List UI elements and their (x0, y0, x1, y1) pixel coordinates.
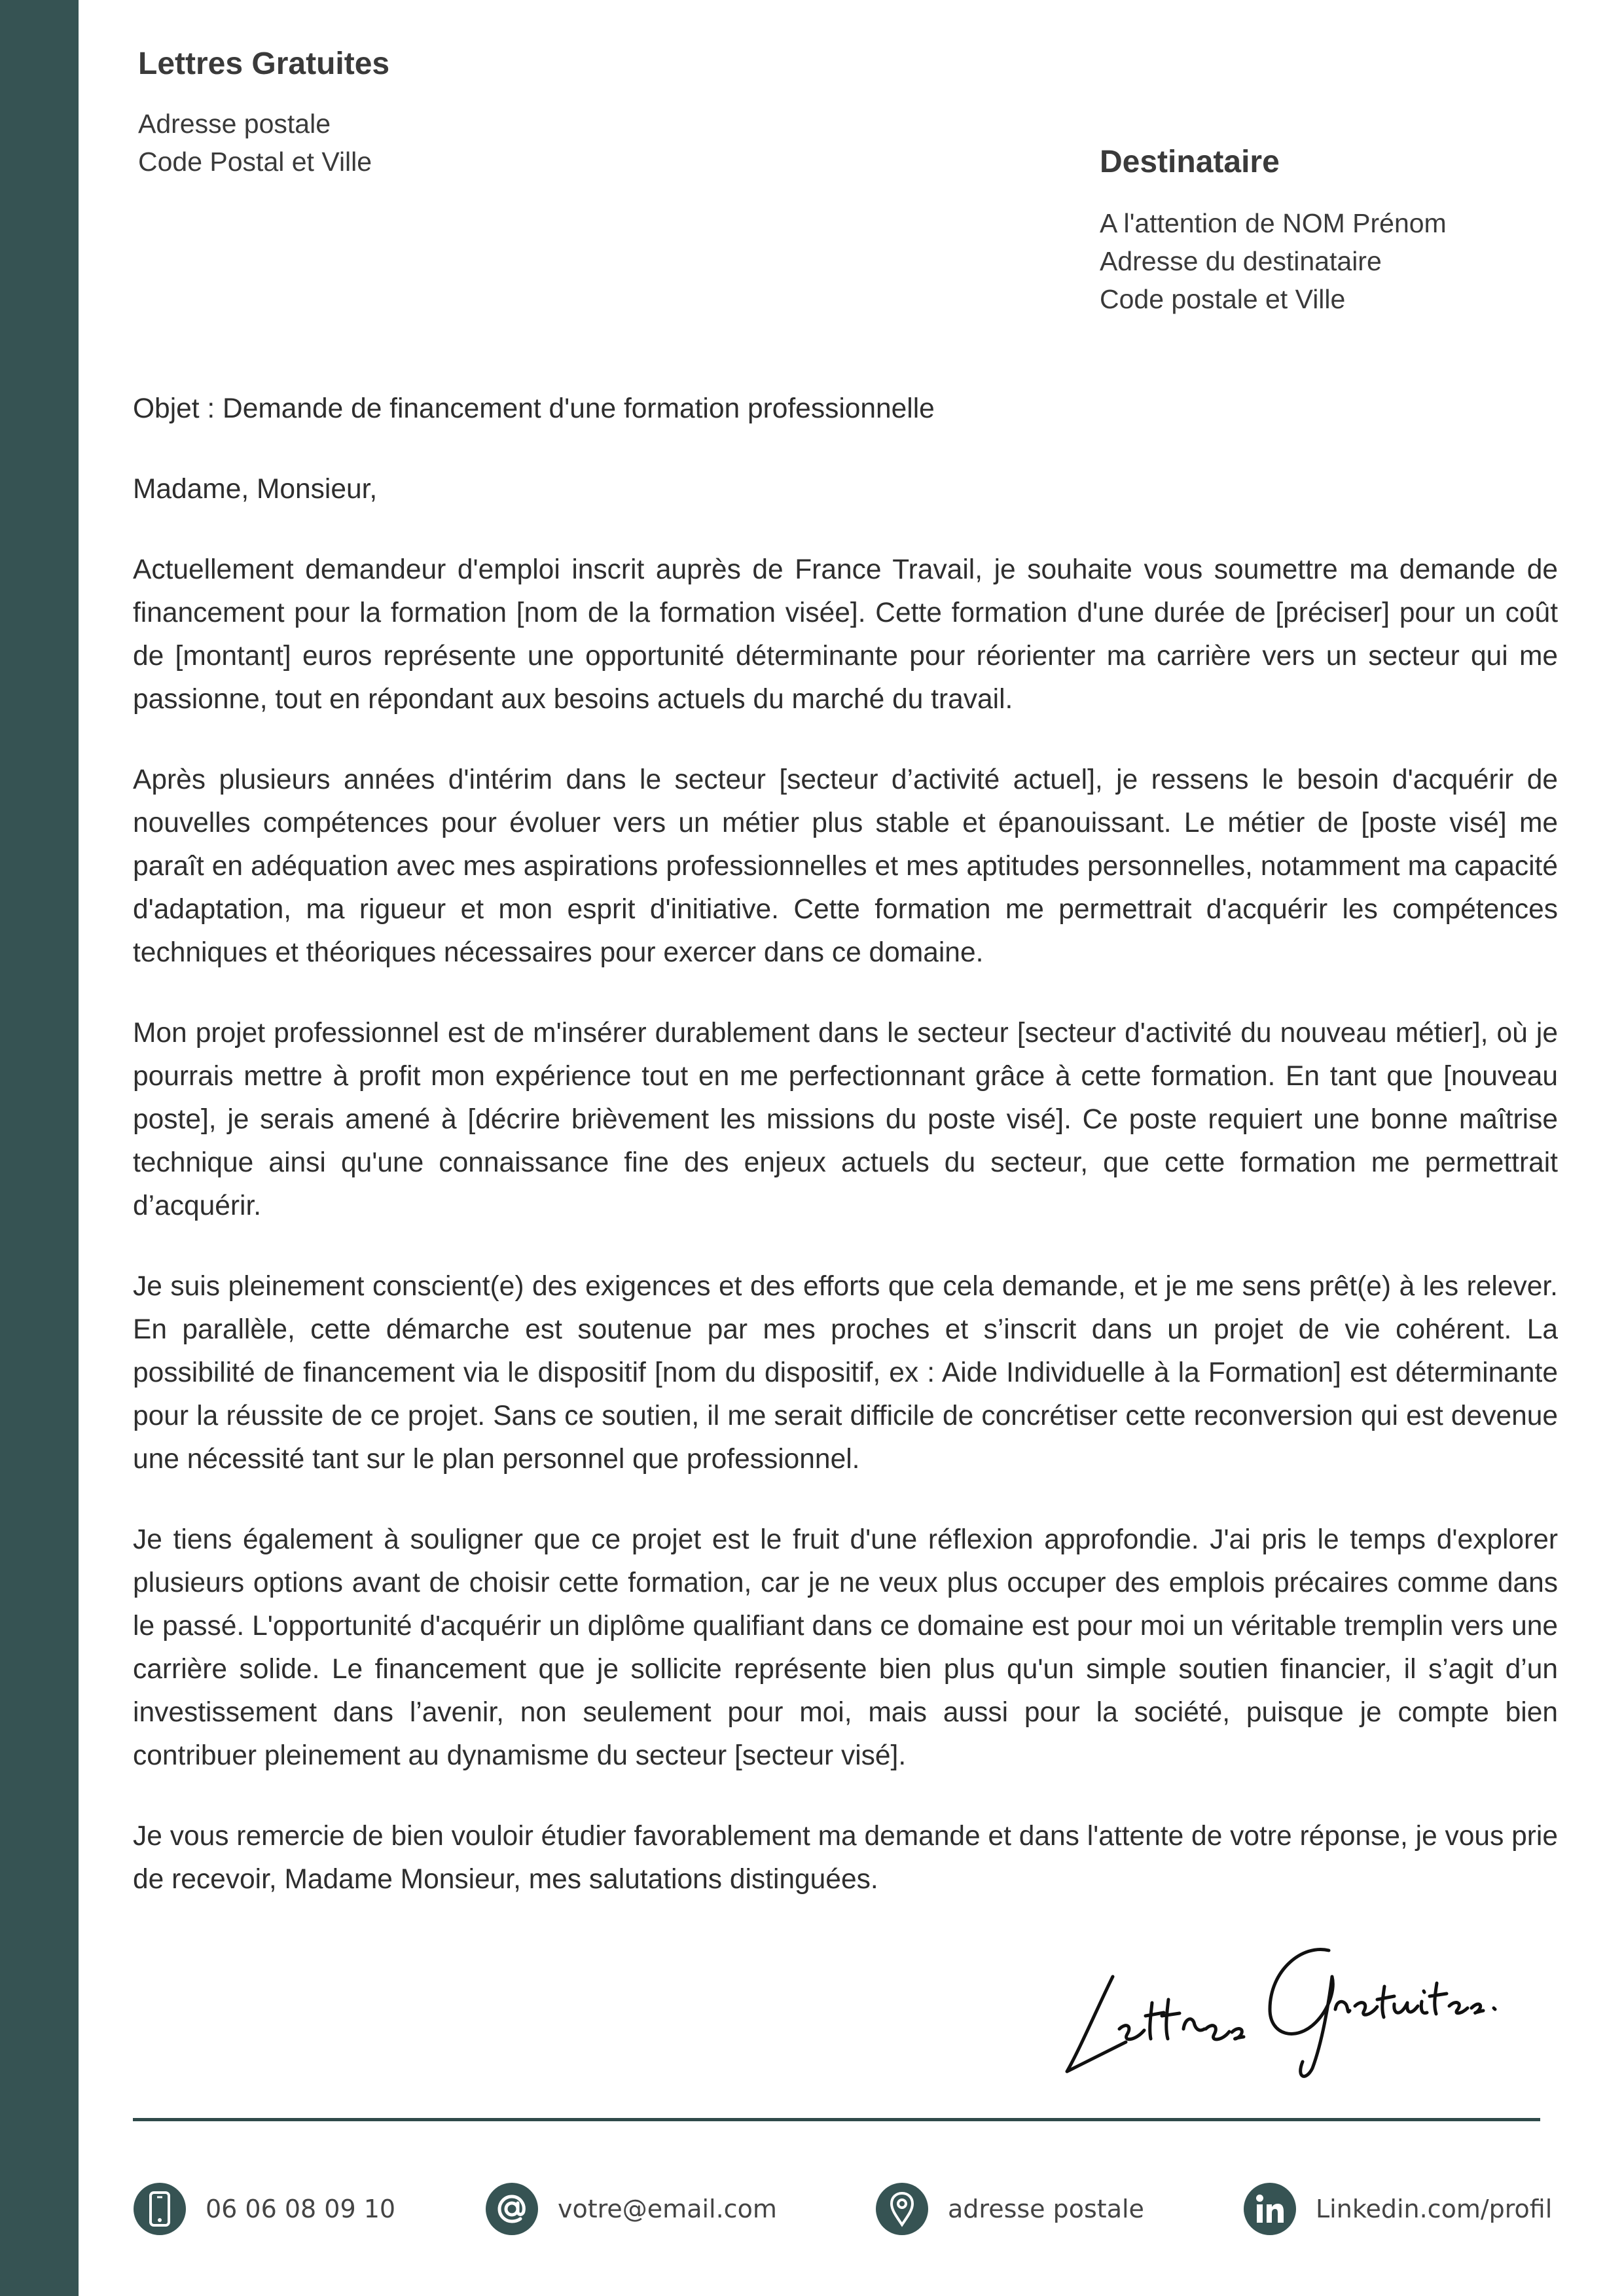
letter-paragraph: Je vous remercie de bien vouloir étudier favorablement ma demande et dans l'attente de votre réponse, je vous prie de recevoir, Madame Monsieur, mes salutations distinguées. (133, 1821, 1558, 1895)
letter-paragraph: Je suis pleinement conscient(e) des exigences et des efforts que cela demande, et je me sens prêt(e) à les relever. En parallèle, cette démarche est soutenue par mes proches et s’inscrit dans un projet de vie cohérent. La possibilité de financement via le dispositif [nom du dispositif, ex : Aide Individuelle à la Formation] est déterminante pour la réussite de ce projet. Sans ce soutien, il me serait difficile de concrétiser cette reconversion qui est devenue une nécessité tant sur le plan personnel que professionnel. (133, 1271, 1558, 1475)
footer-email-text: votre@email.com (558, 2195, 777, 2223)
recipient-address-line: Adresse du destinataire (1100, 246, 1382, 276)
handwritten-signature (1054, 1931, 1499, 2088)
footer-divider (133, 2118, 1540, 2121)
recipient-address-line: A l'attention de NOM Prénom (1100, 208, 1447, 238)
sender-address-line: Code Postal et Ville (138, 147, 372, 177)
sender-name: Lettres Gratuites (138, 46, 390, 81)
sidebar-band (0, 0, 79, 2296)
recipient-title: Destinataire (1100, 145, 1280, 179)
footer-phone (134, 2183, 395, 2235)
footer-linkedin-text: Linkedin.com/profil (1316, 2195, 1553, 2223)
letter-body (133, 387, 1558, 1939)
sender-address-line: Adresse postale (138, 109, 331, 139)
letter-paragraph: Actuellement demandeur d'emploi inscrit auprès de France Travail, je souhaite vous soumettre ma demande de financement pour la formation [nom de la formation visée]. Cette formation d'une durée de [préciser] pour un coût de [montant] euros représente une opportunité déterminante pour réorienter ma carrière vers un secteur qui me passionne, tout en répondant aux besoins actuels du marché du travail. (133, 554, 1558, 715)
footer-address (876, 2183, 1144, 2235)
location-pin-icon (876, 2183, 928, 2235)
footer-linkedin (1244, 2183, 1552, 2235)
linkedin-icon (1244, 2183, 1296, 2235)
footer-email (486, 2183, 777, 2235)
letter-subject: Objet : Demande de financement d'une formation professionnelle (133, 393, 935, 424)
letter-paragraph: Mon projet professionnel est de m'insérer durablement dans le secteur [secteur d'activité du nouveau métier], où je pourrais mettre à profit mon expérience tout en me perfectionnant grâce à cette formation. En tant que [nouveau poste], je serais amené à [décrire brièvement les missions du poste visé]. Ce poste requiert une bonne maîtrise technique ainsi qu'une connaissance fine des enjeux actuels du secteur, que cette formation me permettrait d’acquérir. (133, 1018, 1558, 1221)
recipient-address-line: Code postale et Ville (1100, 284, 1346, 314)
letter-paragraph: Je tiens également à souligner que ce projet est le fruit d'une réflexion approfondie. J'ai pris le temps d'explorer plusieurs options avant de choisir cette formation, car je ne veux plus occuper des emplois précaires comme dans le passé. L'opportunité d'acquérir un diplôme qualifiant dans ce domaine est pour moi un véritable tremplin vers une carrière solide. Le financement que je sollicite représente bien plus qu'un simple soutien financier, il s’agit d’un investissement dans l’avenir, non seulement pour moi, mais aussi pour la société, puisque je compte bien contribuer pleinement au dynamisme du secteur [secteur visé]. (133, 1524, 1558, 1771)
footer-address-text: adresse postale (948, 2195, 1144, 2223)
recipient-address (1100, 204, 1447, 318)
at-icon (486, 2183, 538, 2235)
letter-paragraph: Après plusieurs années d'intérim dans le secteur [secteur d’activité actuel], je ressens le besoin d'acquérir de nouvelles compétences pour évoluer vers un métier plus stable et épanouissant. Le métier de [poste visé] me paraît en adéquation avec mes aspirations professionnelles et mes aptitudes personnelles, notamment ma capacité d'adaptation, ma rigueur et mon esprit d'initiative. Cette formation me permettrait d'acquérir les compétences techniques et théoriques nécessaires pour exercer dans ce domaine. (133, 764, 1558, 968)
sender-address (138, 105, 372, 181)
phone-icon (134, 2183, 186, 2235)
footer-phone-text: 06 06 08 09 10 (206, 2195, 396, 2223)
letter-salutation: Madame, Monsieur, (133, 474, 378, 505)
